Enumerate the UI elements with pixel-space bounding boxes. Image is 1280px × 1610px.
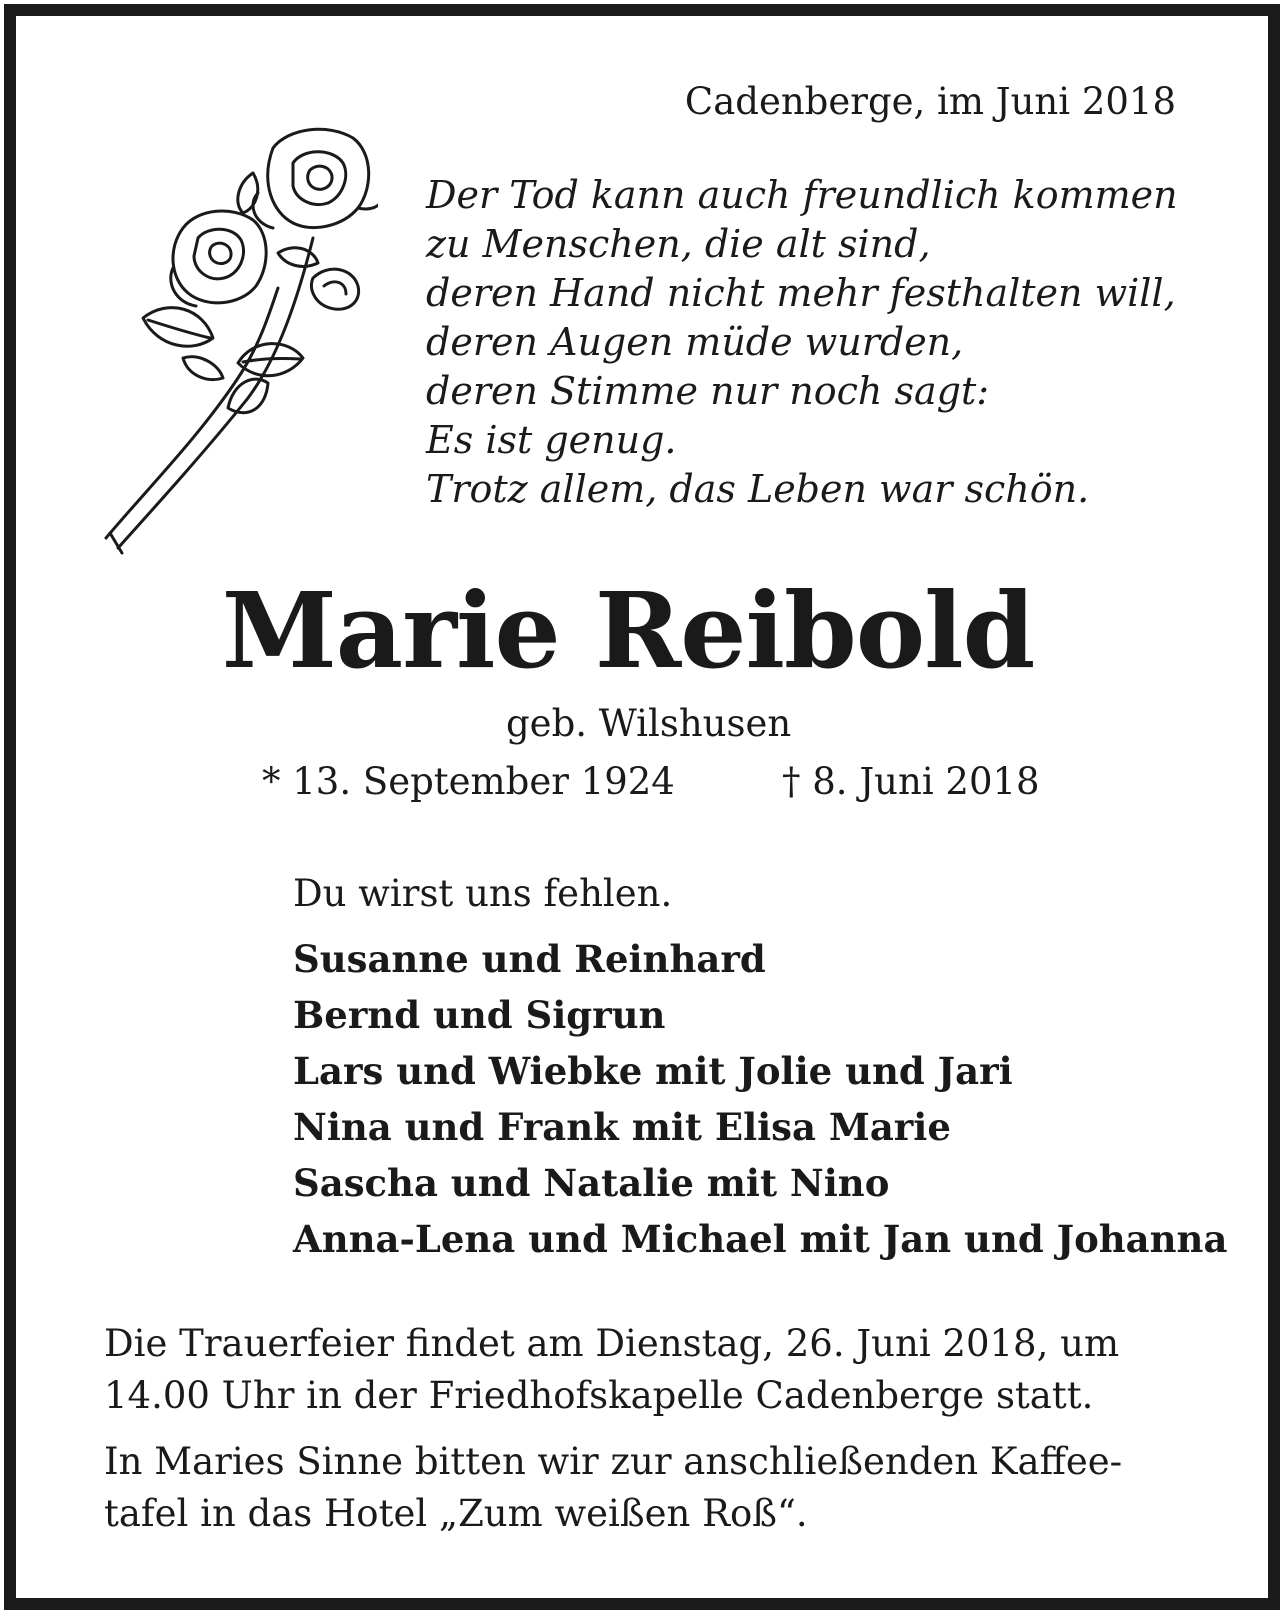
obituary-frame [4,4,1280,1610]
death-date: † 8. Juni 2018 [782,760,1040,803]
poem-line: Es ist genug. [426,418,677,462]
poem-line: zu Menschen, die alt sind, [426,222,931,266]
poem-line: Der Tod kann auch freundlich kommen [426,173,1178,217]
family-member: Susanne und Reinhard [293,937,766,981]
born-name: geb. Wilshusen [506,702,792,745]
coffee-line: tafel in das Hotel „Zum weißen Roß“. [104,1492,808,1535]
deceased-name-row [16,571,1280,691]
place-date: Cadenberge, im Juni 2018 [684,80,1176,123]
family-member: Lars und Wiebke mit Jolie und Jari [293,1049,1013,1093]
family-member: Nina und Frank mit Elisa Marie [293,1105,951,1149]
coffee-line: In Maries Sinne bitten wir zur anschließenden Kaffee- [104,1440,1123,1483]
birth-date: * 13. September 1924 [262,760,675,803]
poem-line: deren Augen müde wurden, [426,320,964,364]
roses-icon [88,108,378,568]
family-member: Anna-Lena und Michael mit Jan und Johanna [293,1217,1228,1261]
poem [426,171,1178,514]
family-member: Bernd und Sigrun [293,993,666,1037]
funeral-notice [104,1318,1204,1554]
poem-line: deren Stimme nur noch sagt: [426,369,990,413]
family-list [293,931,1227,1267]
ceremony-line: 14.00 Uhr in der Friedhofskapelle Cadenberge statt. [104,1374,1094,1417]
farewell-text: Du wirst uns fehlen. [293,872,673,915]
ceremony-line: Die Trauerfeier findet am Dienstag, 26. Juni 2018, um [104,1322,1120,1365]
coffee-paragraph [104,1436,1204,1540]
poem-line: deren Hand nicht mehr festhalten will, [426,271,1176,315]
deceased-name: Marie Reibold [221,569,1035,692]
family-member: Sascha und Natalie mit Nino [293,1161,890,1205]
poem-line: Trotz allem, das Leben war schön. [426,467,1090,511]
ceremony-paragraph [104,1318,1204,1422]
